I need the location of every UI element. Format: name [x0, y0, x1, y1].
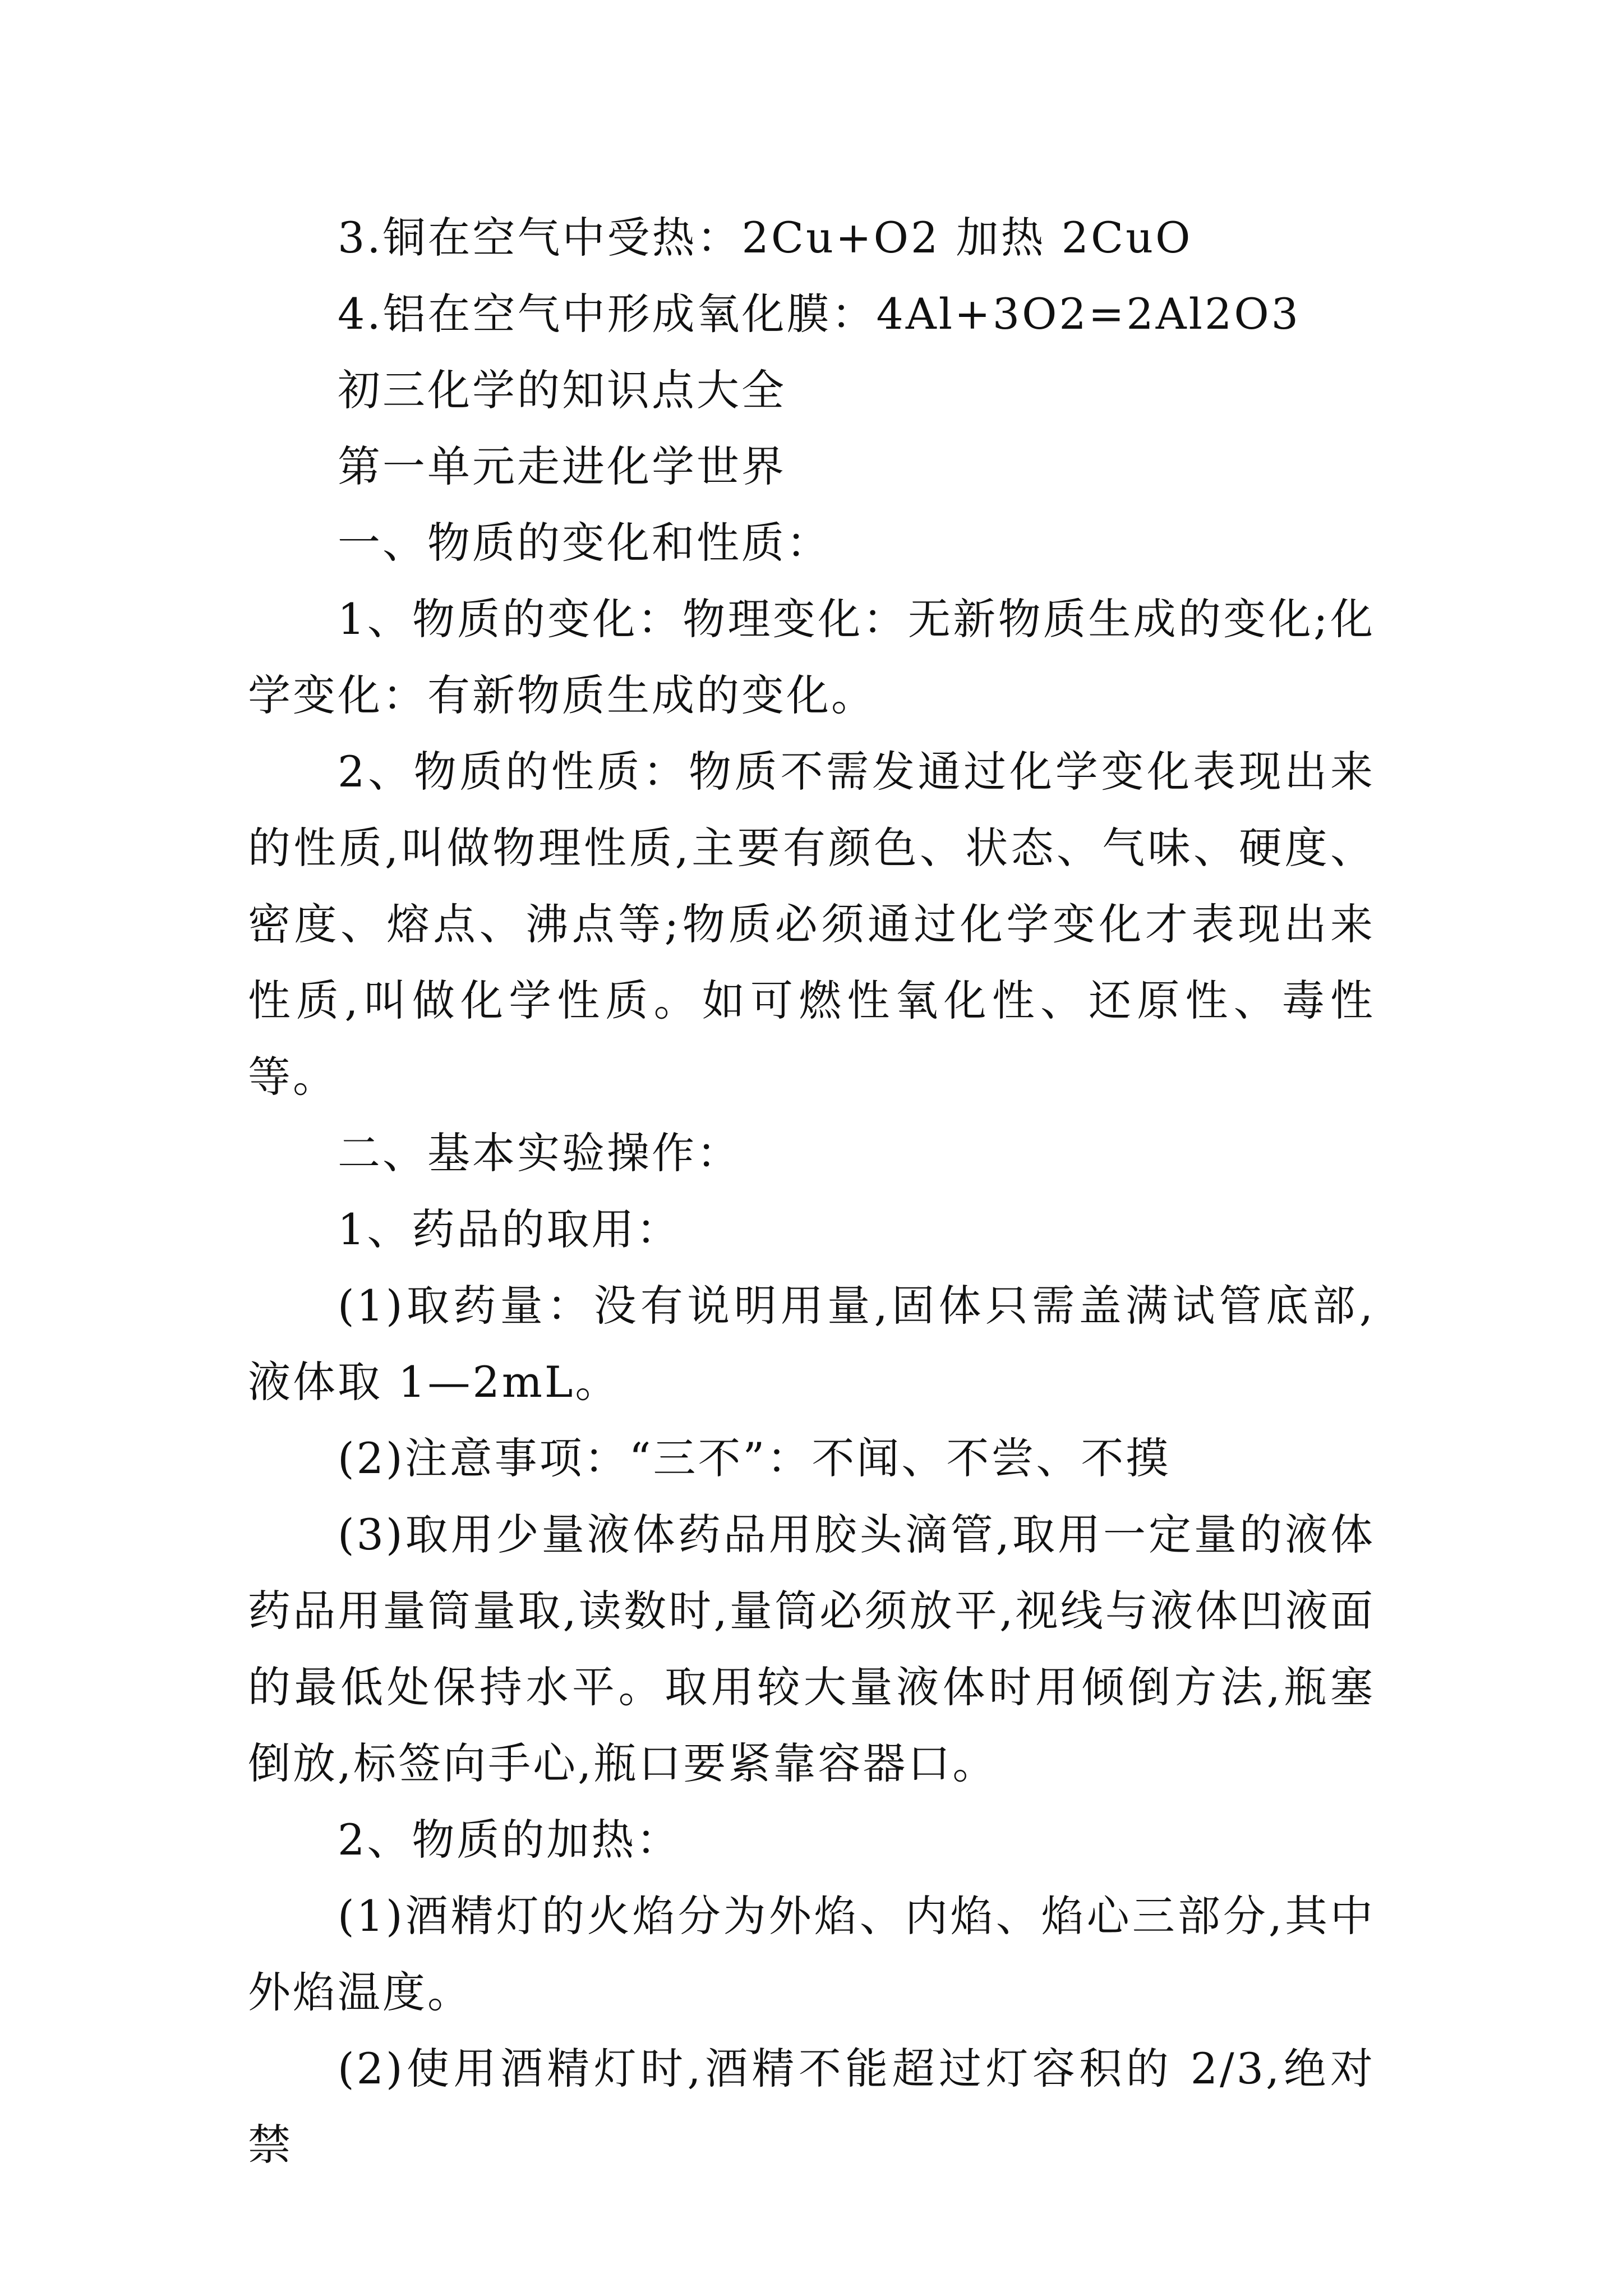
document-title: 初三化学的知识点大全 — [338, 365, 786, 415]
paragraph-alcohol-lamp: (2)使用酒精灯时,酒精不能超过灯容积的 2/3,绝对禁 — [248, 2044, 1375, 2170]
subheading-heating: 2、物质的加热： — [338, 1815, 681, 1865]
paragraph-changes: 1、物质的变化：物理变化：无新物质生成的变化;化学变化：有新物质生成的变化。 — [248, 594, 1375, 720]
section-heading-1: 一、物质的变化和性质： — [338, 518, 831, 568]
paragraph-properties: 2、物质的性质：物质不需发通过化学变化表现出来的性质,叫做物理性质,主要有颜色、状态、气味、硬度、密度、熔点、沸点等;物质必须通过化学变化才表现出来性质,叫做化学性质。如可燃性氧化性、还原性、毒性等。 — [248, 747, 1375, 1102]
subheading-reagent-use: 1、药品的取用： — [338, 1204, 681, 1254]
paragraph-aluminum-oxide: 4.铝在空气中形成氧化膜：4Al+3O2=2Al2O3 — [338, 289, 1301, 339]
paragraph-copper-reaction: 3.铜在空气中受热：2Cu+O2 加热 2CuO — [338, 213, 1193, 263]
unit-heading: 第一单元走进化学世界 — [338, 441, 786, 491]
paragraph-precautions: (2)注意事项：“三不”：不闻、不尝、不摸 — [338, 1433, 1171, 1483]
section-heading-2: 二、基本实验操作： — [338, 1128, 741, 1178]
paragraph-dosage: (1)取药量：没有说明用量,固体只需盖满试管底部,液体取 1—2mL。 — [248, 1281, 1375, 1407]
paragraph-flame: (1)酒精灯的火焰分为外焰、内焰、焰心三部分,其中外焰温度。 — [248, 1891, 1375, 2017]
document-body — [248, 200, 1375, 2183]
paragraph-liquid-handling: (3)取用少量液体药品用胶头滴管,取用一定量的液体药品用量筒量取,读数时,量筒必须放平,视线与液体凹液面的最低处保持水平。取用较大量液体时用倾倒方法,瓶塞倒放,标签向手心,瓶口要紧靠容器口。 — [248, 1510, 1375, 1788]
